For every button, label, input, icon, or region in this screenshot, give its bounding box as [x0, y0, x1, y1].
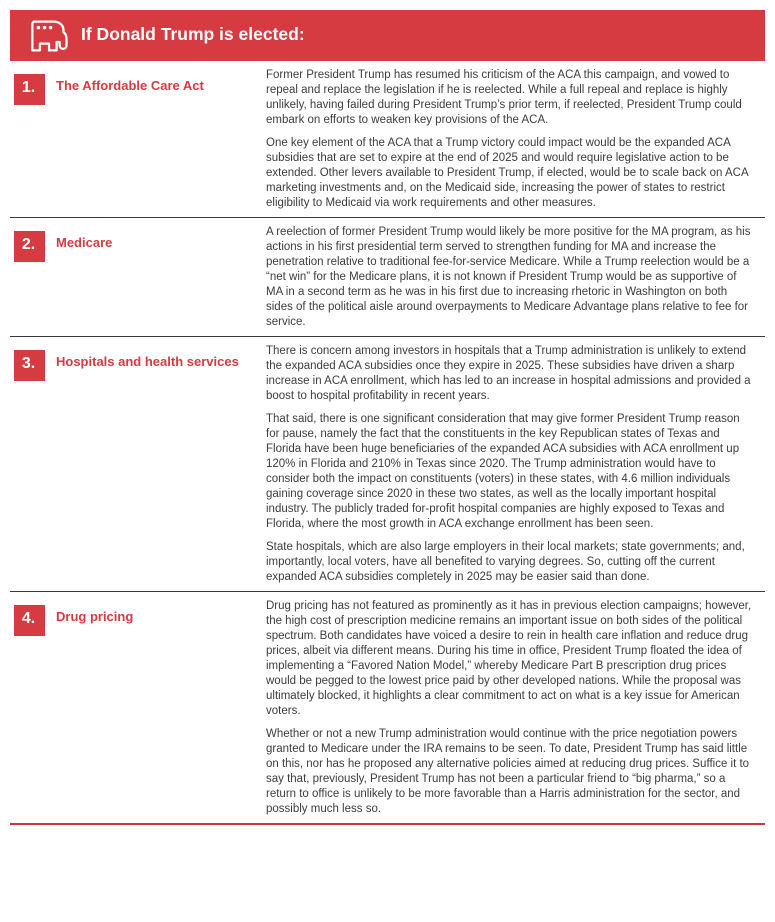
section-body — [266, 599, 765, 817]
paragraph: Whether or not a new Trump administration would continue with the price negotiation powers granted to Medicare under the IRA remains to be seen. To date, President Trump has said little on this, nor has he proposed any alternative policies aimed at reducing drug prices. Suffice it to say that, previously, President Trump has not been a particular friend to “big pharma,” so a return to office is unlikely to be more favorable than a Harris administration for the sector, and possibly much less so. — [266, 728, 750, 815]
paragraph: That said, there is one significant consideration that may give former President Trump reason for pause, namely the fact that the constituents in the key Republican states of Texas and Florida have been huge beneficiaries of the expanded ACA subsidies with ACA enrollment up 120% in Florida and 210% in Texas since 2020. The Trump administration would have to consider both the impact on constituents (voters) in these states, with 4.6 million individuals gaining coverage since 2020 in these two states, as well as the locally important hospital industry. The publicly traded for-profit hospital companies are highly exposed to Texas and Florida, where the most growth in ACA exchange enrollment has been seen. — [266, 413, 740, 530]
bottom-divider — [10, 823, 765, 825]
section-body — [266, 344, 765, 585]
section-heading — [10, 225, 266, 330]
header-banner — [10, 10, 765, 61]
header-title: If Donald Trump is elected: — [81, 24, 305, 45]
paragraph: There is concern among investors in hospitals that a Trump administration is unlikely to extend the expanded ACA subsidies once they expire in 2025. These subsidies have driven a sharp increase in ACA enrollment, which has led to an increase in hospital admissions and provided a boost to hospital profitability in recent years. — [266, 345, 751, 402]
section-number-badge: 1. — [14, 74, 45, 105]
paragraph: State hospitals, which are also large employers in their local markets; state governments; and, importantly, local voters, have all benefited to varying degrees. So, cutting off the current expanded ACA subsidies completely in 2025 may be easier said than done. — [266, 541, 745, 583]
section-heading — [10, 344, 266, 585]
paragraph: A reelection of former President Trump would likely be more positive for the MA program, as his actions in his first presidential term served to strengthen funding for MA and increase the penetration relative to traditional fee-for-service Medicare. While a Trump reelection would be a “net win” for the Medicare plans, it is not known if President Trump would be as supportive of MA in a second term as he was in his first due to increasing rhetoric in Washington on both sides of the political aisle around overpayments to Medicare Advantage plans relative to fee for service. — [266, 226, 751, 328]
section-body — [266, 68, 765, 211]
section-drug-pricing — [10, 591, 765, 823]
paragraph: One key element of the ACA that a Trump victory could impact would be the expanded ACA subsidies that are set to expire at the end of 2025 and would require legislative action to be extended. Other levers available to President Trump, if elected, would be to scale back on ACA marketing investments and, on the Medicaid side, increasing the power of states to restrict eligibility to Medicaid via work requirements and other measures. — [266, 137, 748, 209]
sections-list — [10, 61, 765, 823]
gop-elephant-icon — [24, 17, 68, 55]
section-affordable-care-act — [10, 61, 765, 217]
section-heading — [10, 599, 266, 817]
report-page — [0, 10, 775, 922]
section-number-badge: 3. — [14, 350, 45, 381]
paragraph: Drug pricing has not featured as prominently as it has in previous election campaigns; however, the high cost of prescription medicine remains an important issue on both sides of the political spectrum. Both candidates have voiced a desire to rein in health care inflation and reduce drug prices, albeit via different means. During his time in office, President Trump floated the idea of implementing a “Favored Nation Model,” whereby Medicare Part B prescription drug prices would be pegged to the lowest price paid by other developed nations. While the proposal was ultimately blocked, it highlights a clear commitment to act on what is a key issue for American voters. — [266, 600, 752, 717]
section-title: The Affordable Care Act — [56, 78, 204, 93]
section-body — [266, 225, 765, 330]
section-medicare — [10, 217, 765, 336]
paragraph: Former President Trump has resumed his criticism of the ACA this campaign, and vowed to repeal and replace the legislation if he is reelected. While a full repeal and replace is highly unlikely, having failed during President Trump’s prior term, if reelected, President Trump could embark on efforts to weaken key provisions of the ACA. — [266, 69, 742, 126]
section-number-badge: 2. — [14, 231, 45, 262]
section-hospitals-health-services — [10, 336, 765, 591]
section-number-badge: 4. — [14, 605, 45, 636]
section-title: Hospitals and health services — [56, 354, 239, 369]
section-title: Drug pricing — [56, 609, 134, 624]
section-heading — [10, 68, 266, 211]
section-title: Medicare — [56, 235, 113, 250]
